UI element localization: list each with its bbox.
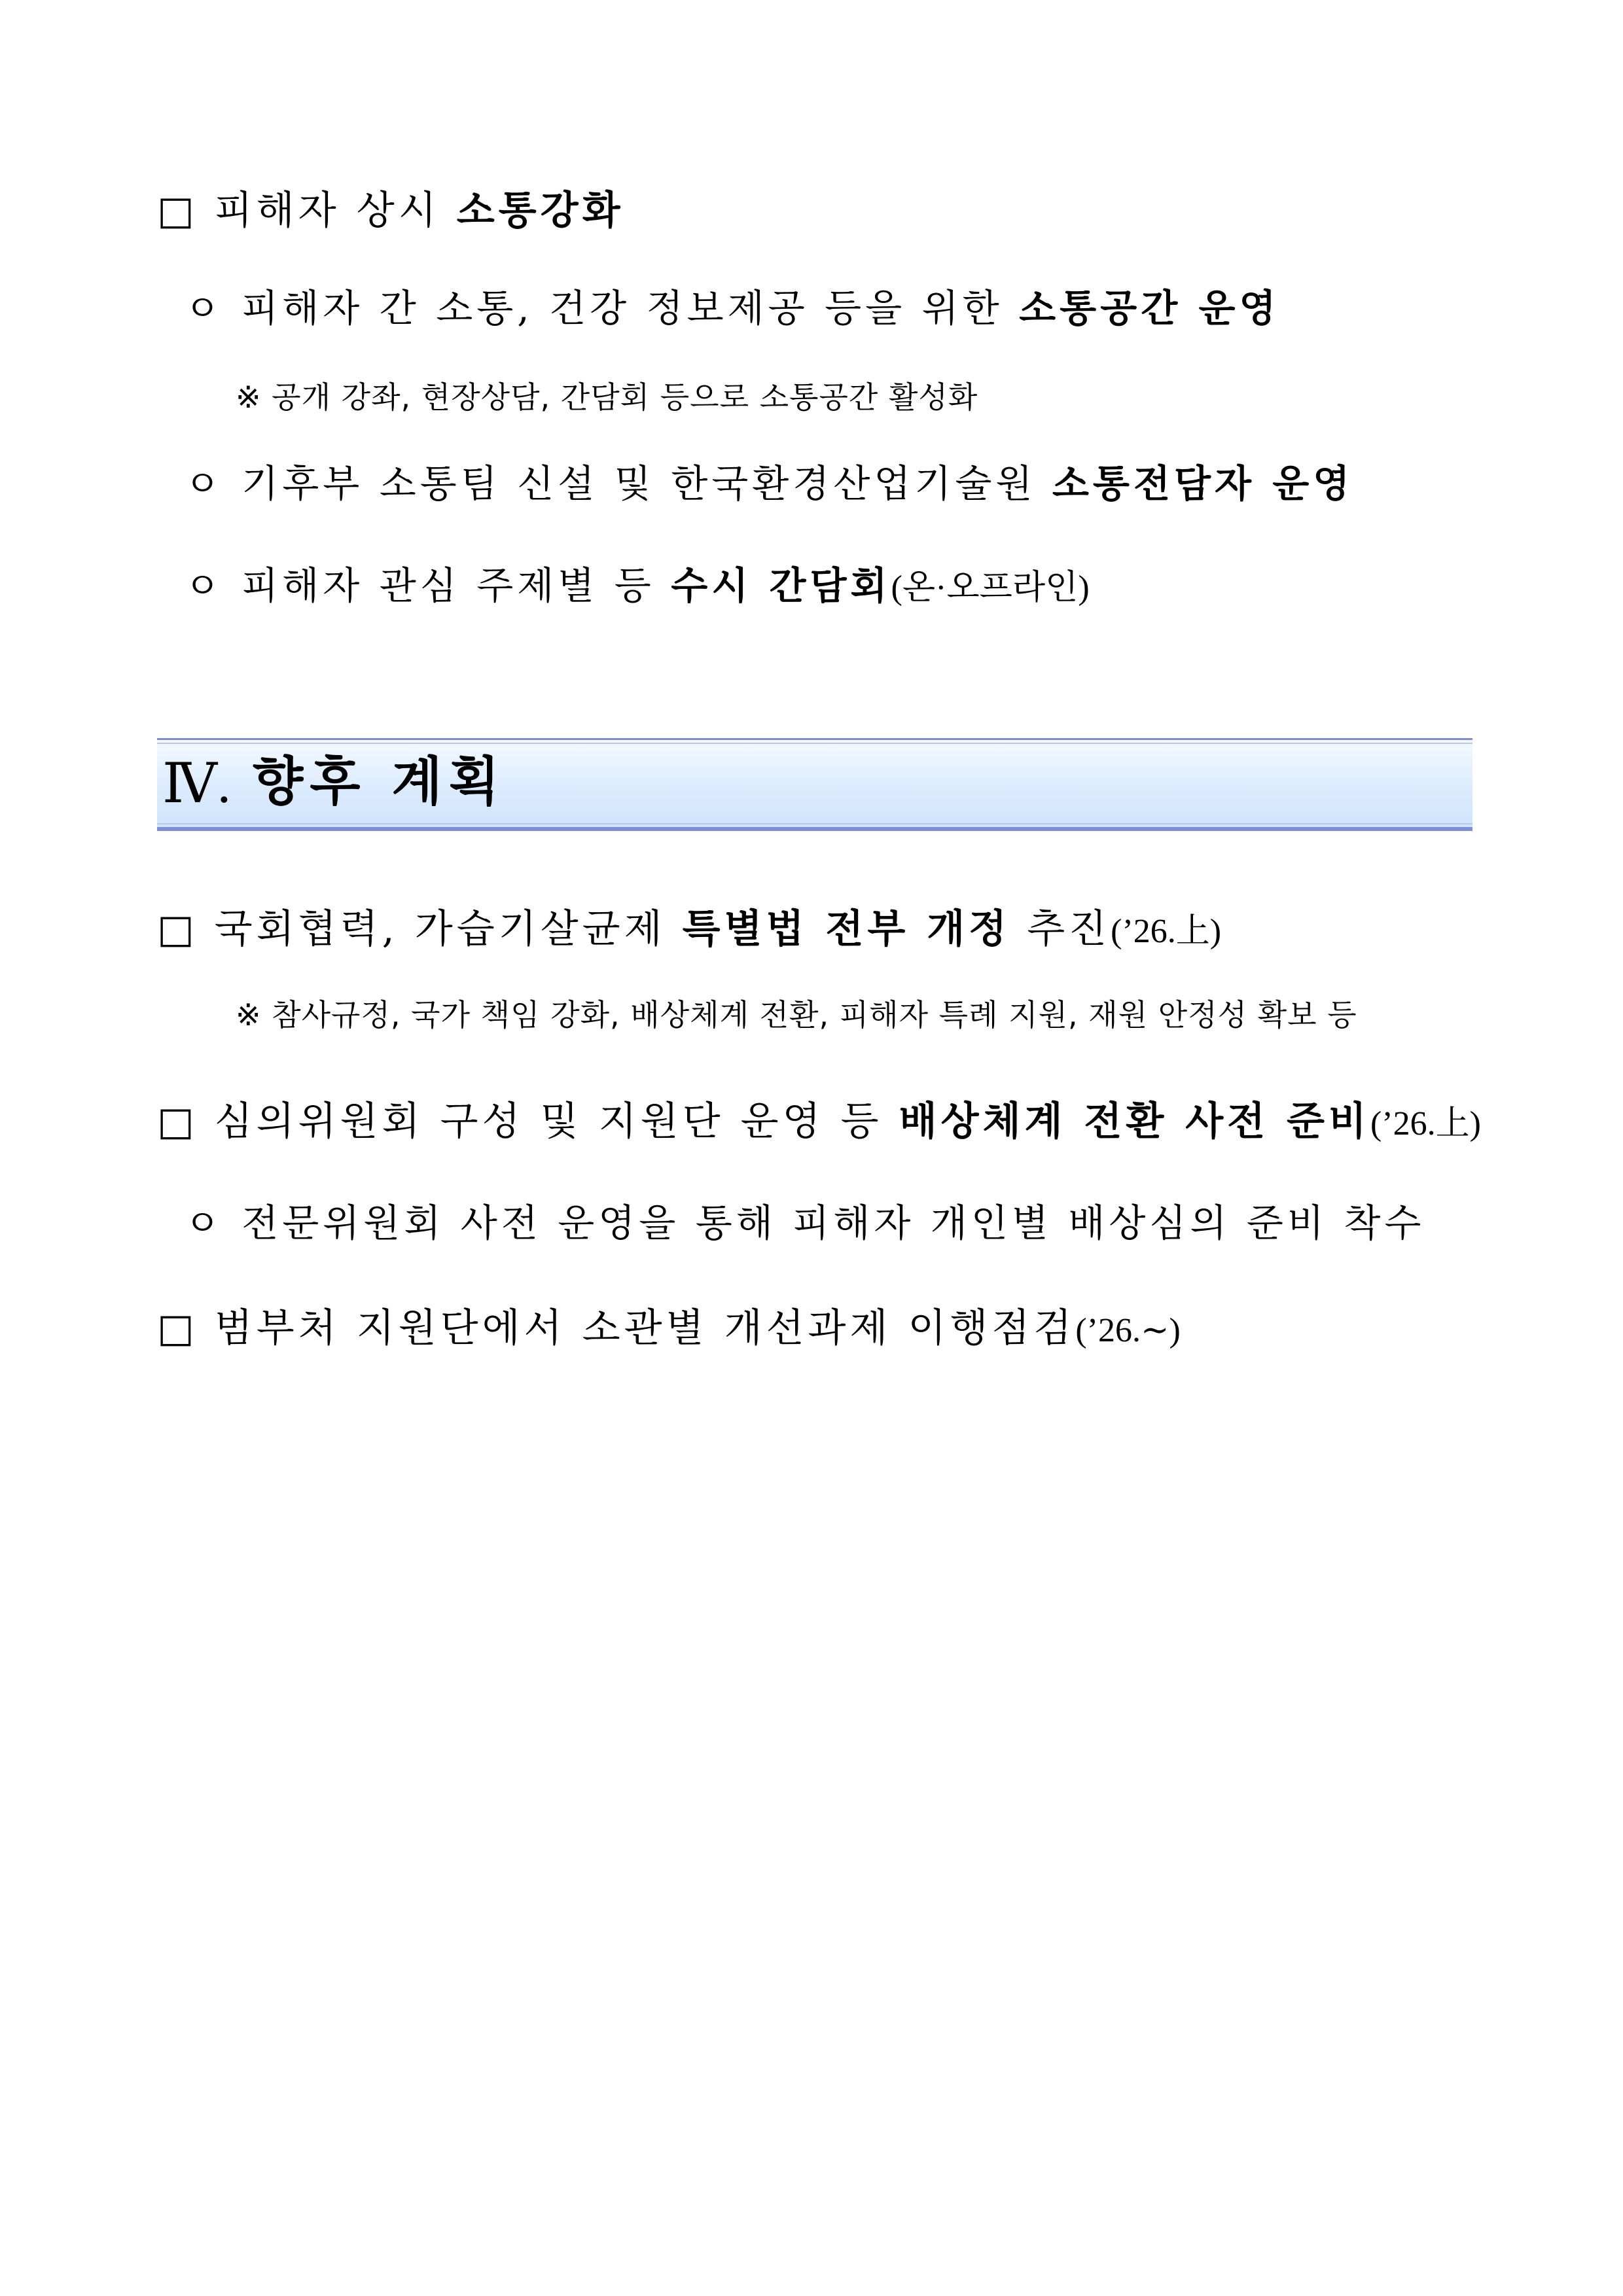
- item-bold-text: 특별법 전부 개정: [682, 906, 1011, 952]
- section-number: Ⅳ.: [162, 754, 231, 815]
- square-bullet-icon: □: [157, 188, 194, 234]
- sub-item-bold-text: 소통공간 운영: [1019, 286, 1280, 330]
- sub-item-bold-text: 소통전담자 운영: [1052, 461, 1354, 506]
- sub-item-expert-committee: [185, 1201, 1425, 1245]
- item-text: 피해자 상시: [214, 188, 457, 234]
- circle-bullet-icon: ㅇ: [185, 565, 221, 608]
- square-bullet-icon: □: [157, 906, 194, 952]
- circle-bullet-icon: ㅇ: [185, 1203, 221, 1245]
- item-text: 국회협력, 가습기살균제: [214, 906, 683, 952]
- sub-item-communication-team: [185, 461, 1354, 506]
- section-title: 향후 계획: [253, 751, 506, 812]
- item-text: 범부처 지원단에서 소관별 개선과제 이행점검: [214, 1305, 1076, 1351]
- note-special-act: ※ 참사규정, 국가 책임 강화, 배상체계 전환, 피해자 특례 지원, 재원 안정성 확보 등: [236, 997, 1357, 1033]
- sub-item-communication-space: [185, 286, 1280, 330]
- sub-item-text: 전문위원회 사전 운영을 통해 피해자 개인별 배상심의 준비 착수: [241, 1201, 1425, 1245]
- sub-item-bold-text: 수시 간담회: [671, 563, 891, 608]
- item-special-act: [157, 906, 1222, 952]
- section-header-bar: [157, 738, 1472, 831]
- item-text: 심의위원회 구성 및 지원단 운영 등: [214, 1099, 899, 1144]
- sub-item-text: 기후부 소통팀 신설 및 한국환경산업기술원: [241, 461, 1052, 506]
- item-paren: (’26.上): [1111, 913, 1222, 950]
- item-text-after: 추진: [1010, 906, 1111, 952]
- item-bold-text: 배상체계 전환 사전 준비: [899, 1099, 1370, 1144]
- item-paren: (’26.∼): [1075, 1312, 1181, 1349]
- circle-bullet-icon: ㅇ: [185, 288, 221, 330]
- sub-item-meetings: [185, 563, 1090, 608]
- square-bullet-icon: □: [157, 1305, 194, 1351]
- item-paren: (’26.上): [1370, 1105, 1481, 1142]
- item-inspection: [157, 1305, 1181, 1351]
- item-compensation-prep: [157, 1099, 1481, 1144]
- item-communication: [157, 188, 624, 234]
- circle-bullet-icon: ㅇ: [185, 463, 221, 506]
- sub-item-text: 피해자 관심 주제별 등: [241, 563, 671, 608]
- square-bullet-icon: □: [157, 1099, 194, 1144]
- sub-item-text: 피해자 간 소통, 건강 정보제공 등을 위한: [241, 286, 1020, 330]
- item-bold-text: 소통강화: [456, 188, 624, 234]
- sub-item-paren: (온·오프라인): [891, 569, 1090, 607]
- note-communication-space: ※ 공개 강좌, 현장상담, 간담회 등으로 소통공간 활성화: [236, 380, 978, 415]
